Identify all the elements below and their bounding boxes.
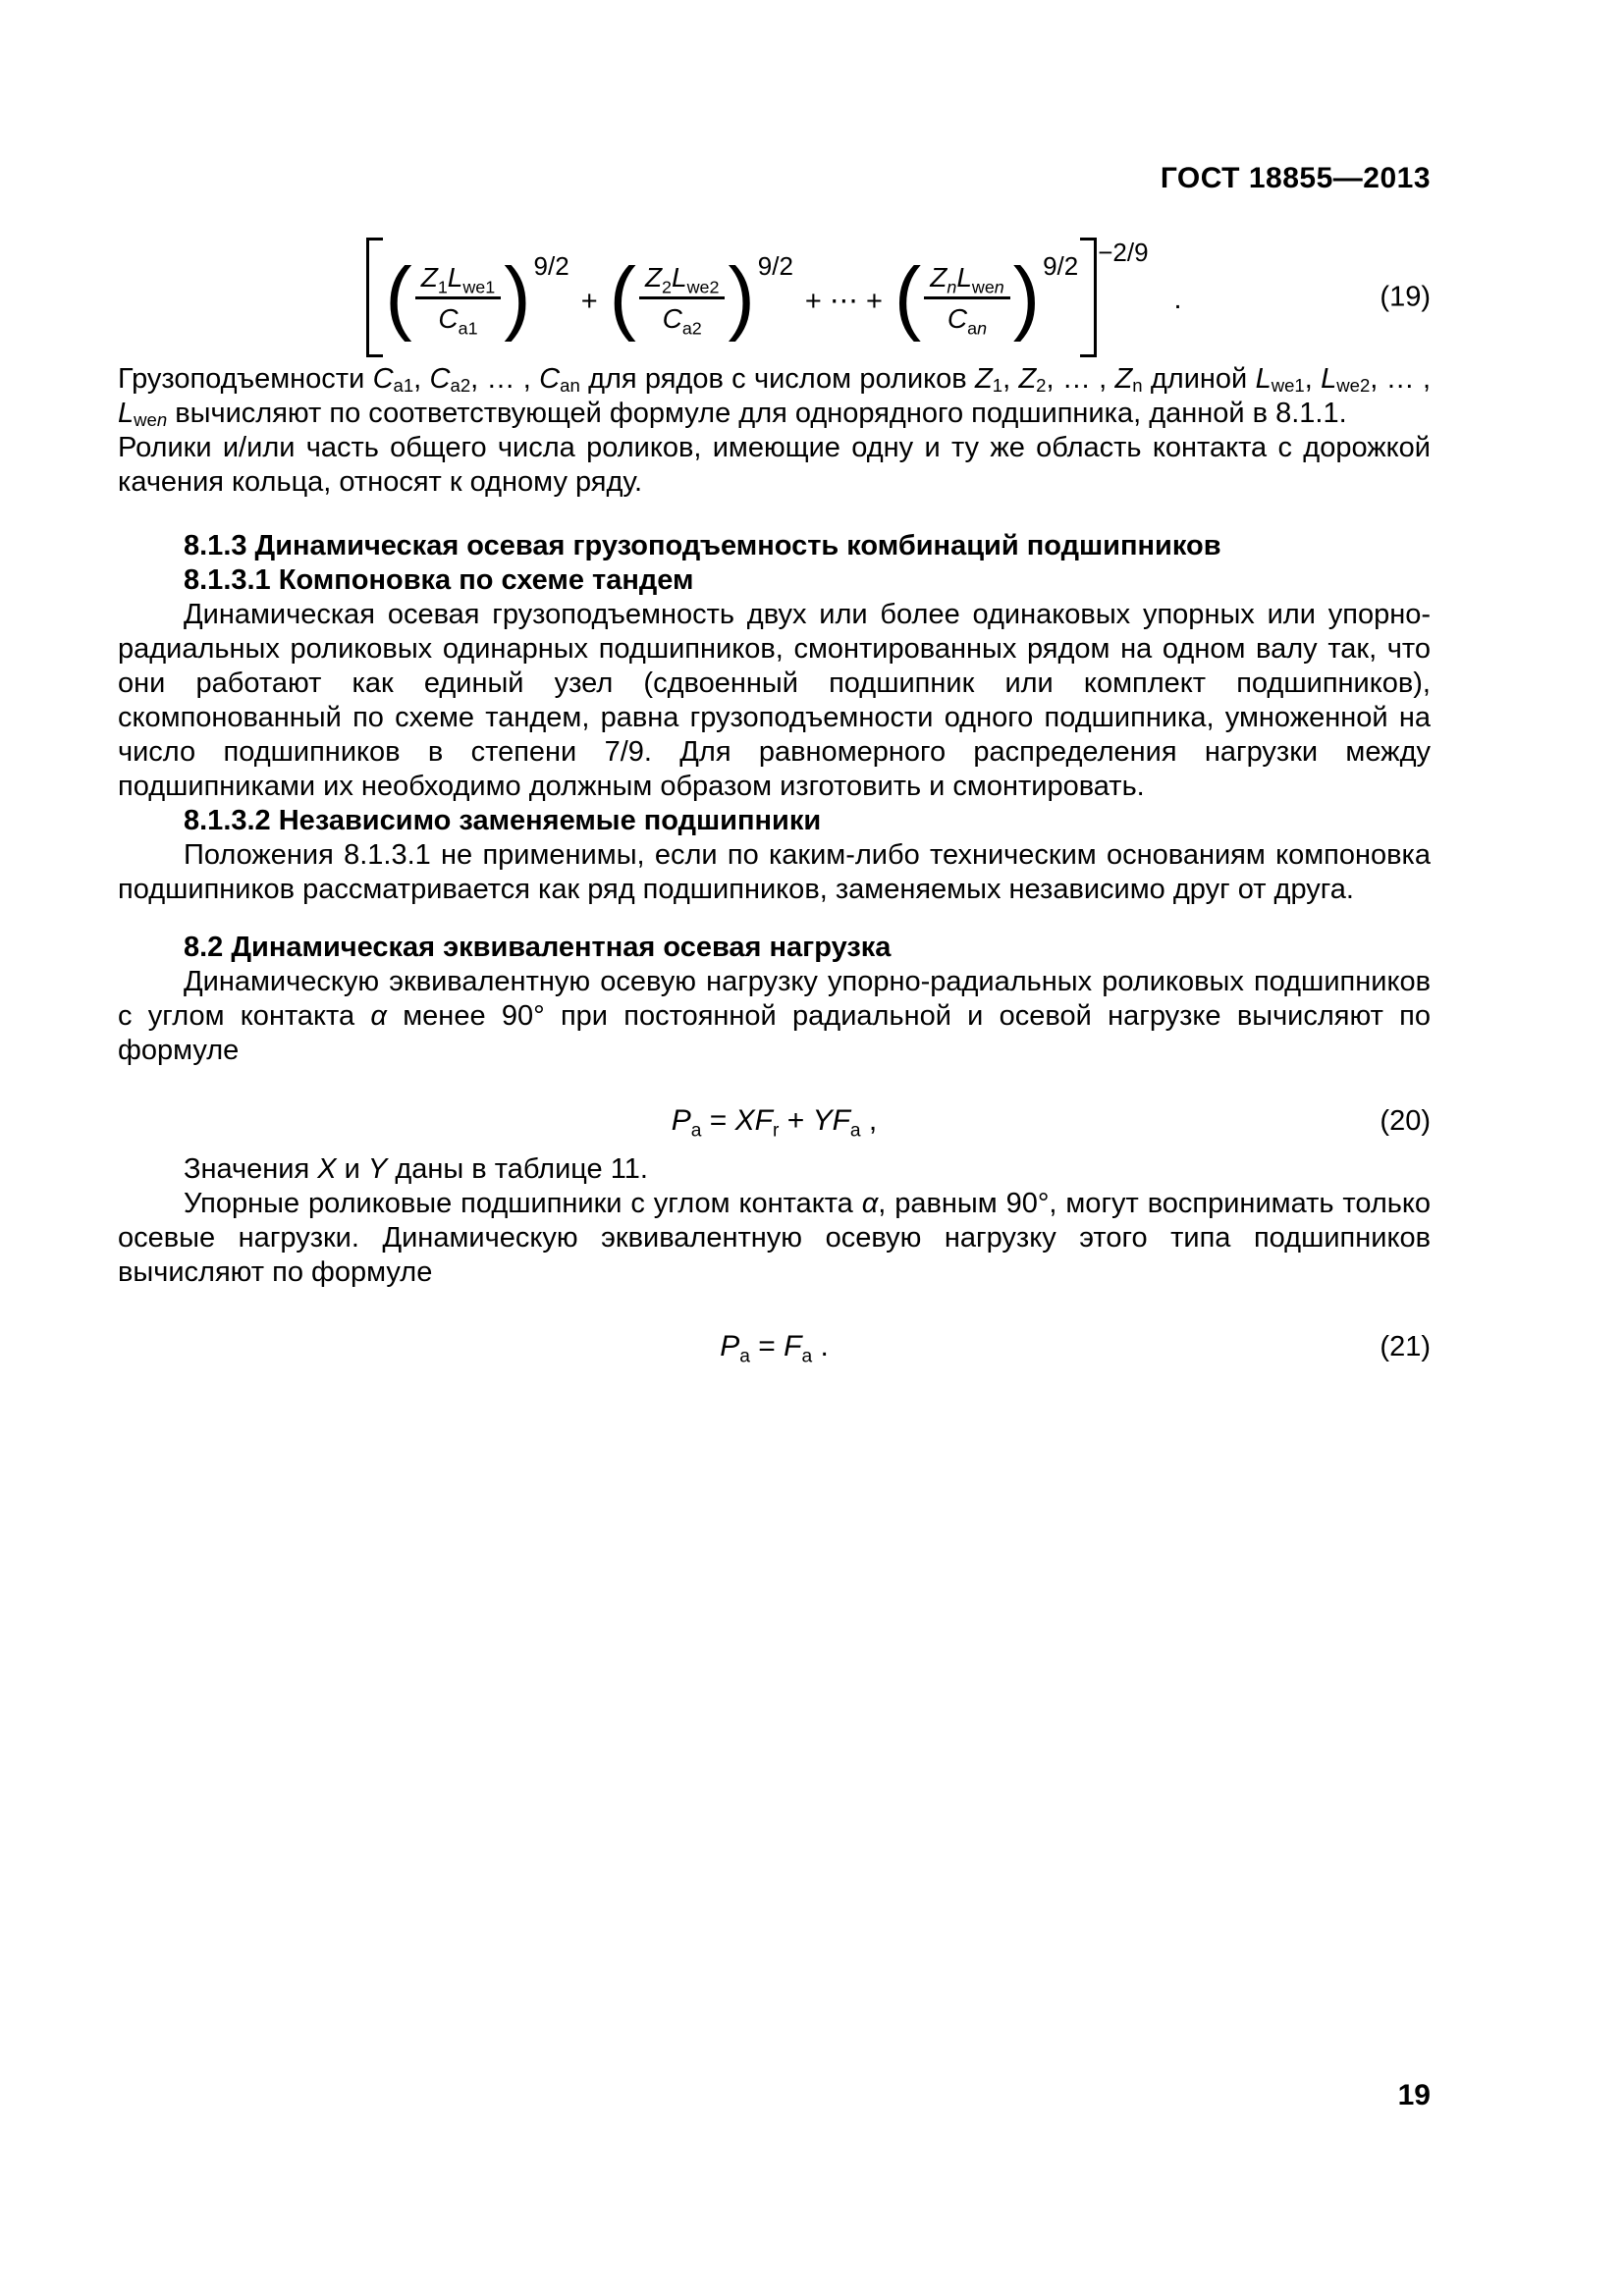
paragraph-load-ratings: Грузоподъемности Ca1, Ca2, … , Can для рядов с числом роликов Z1, Z2, … , Zn длиной Lwe1, Lwe2, … , Lwen вычисляют по соответствующей формуле для однорядного подшипника, данной в 8.1.1. bbox=[118, 363, 1432, 431]
exponent: 9/2 bbox=[1043, 250, 1079, 281]
left-square-bracket bbox=[366, 238, 383, 357]
fraction-1-numerator: $Z_1L_{we1}$ bbox=[415, 261, 502, 299]
paragraph-equivalent-load: Динамическую эквивалентную осевую нагрузку упорно-радиальных роликовых подшипников с углом контакта α менее 90° при постоянной радиальной и осевой нагрузке вычисляют по формуле bbox=[118, 966, 1432, 1066]
formula-19-period: . bbox=[1173, 283, 1182, 315]
equation-number-21: (21) bbox=[1380, 1331, 1431, 1362]
heading-8-2: 8.2 Динамическая эквивалентная осевая нагрузка bbox=[184, 932, 892, 963]
ellipsis-plus-operator: + ⋯ + bbox=[804, 285, 883, 317]
fraction-1-denominator: $C_{a1}$ bbox=[438, 302, 478, 339]
fraction-3-numerator: $Z_nL_{wen}$ bbox=[924, 261, 1010, 299]
formula-19-term-2: ( $\frac{Z_2L_{we2}}{C_{a2}}$ ) 9/2 bbox=[609, 250, 793, 343]
heading-8-1-3: 8.1.3 Динамическая осевая грузоподъемность комбинаций подшипников bbox=[184, 530, 1221, 561]
document-header: ГОСТ 18855—2013 bbox=[1160, 162, 1431, 194]
exponent: 9/2 bbox=[757, 250, 793, 281]
heading-8-1-3-2: 8.1.3.2 Независимо заменяемые подшипники bbox=[184, 805, 822, 836]
equation-number-20: (20) bbox=[1380, 1105, 1431, 1137]
paragraph-tandem: Динамическая осевая грузоподъемность двух или более одинаковых упорных или упорно-радиальных роликовых одинарных подшипников, смонтированных рядом на одном валу так, что они работают как единый узел (сдвоенный подшипник или комплект подшипников), скомпонованный по схеме тандем, равна грузоподъемности одного подшипника, умноженной на число подшипников в степени 7/9. Для равномерного распределения нагрузки между подшипниками их необходимо должным образом изготовить и смонтировать. bbox=[118, 599, 1431, 802]
right-square-bracket bbox=[1080, 238, 1097, 357]
outer-exponent: −2/9 bbox=[1098, 237, 1149, 267]
formula-19 bbox=[118, 233, 1431, 362]
page-number: 19 bbox=[1397, 2079, 1431, 2111]
fraction-1 bbox=[415, 261, 502, 339]
paragraph-rollers-row: Ролики и/или часть общего числа роликов, имеющие одну и ту же область контакта с дорожкой качения кольца, относят к одному ряду. bbox=[118, 432, 1431, 498]
formula-19-expression bbox=[366, 238, 1181, 357]
page-content bbox=[118, 0, 1431, 1378]
heading-8-1-3-1: 8.1.3.1 Компоновка по схеме тандем bbox=[184, 564, 694, 596]
plus-operator: + bbox=[580, 285, 598, 317]
fraction-3 bbox=[924, 261, 1010, 339]
equation-number-19: (19) bbox=[1380, 281, 1431, 313]
fraction-2-numerator: $Z_2L_{we2}$ bbox=[639, 261, 726, 299]
fraction-3-denominator: $C_{an}$ bbox=[947, 302, 988, 339]
fraction-2 bbox=[639, 261, 726, 339]
formula-19-term-1: ( $\frac{Z_1L_{we1}}{C_{a1}}$ ) 9/2 bbox=[385, 250, 569, 343]
paragraph-replaceable: Положения 8.1.3.1 не применимы, если по каким-либо техническим основаниям компоновка подшипников рассматривается как ряд подшипников, заменяемых независимо друг от друга. bbox=[118, 839, 1431, 905]
formula-21-expression: $P_a = F_a$ . bbox=[720, 1330, 829, 1367]
formula-19-term-3: ( $\frac{Z_nL_{wen}}{C_{an}}$ ) 9/2 bbox=[893, 250, 1079, 343]
paragraph-table-reference: Значения X и Y даны в таблице 11. bbox=[184, 1153, 648, 1185]
fraction-2-denominator: $C_{a2}$ bbox=[662, 302, 702, 339]
formula-20 bbox=[118, 1090, 1431, 1152]
formula-21 bbox=[118, 1315, 1431, 1378]
formula-20-expression: $P_a = XF_r + YF_a$ , bbox=[671, 1104, 878, 1142]
exponent: 9/2 bbox=[533, 250, 569, 281]
paragraph-thrust-bearings: Упорные роликовые подшипники с углом контакта α, равным 90°, могут воспринимать только осевые нагрузки. Динамическую эквивалентную осевую нагрузку этого типа подшипников вычисляют по формуле bbox=[118, 1188, 1431, 1288]
